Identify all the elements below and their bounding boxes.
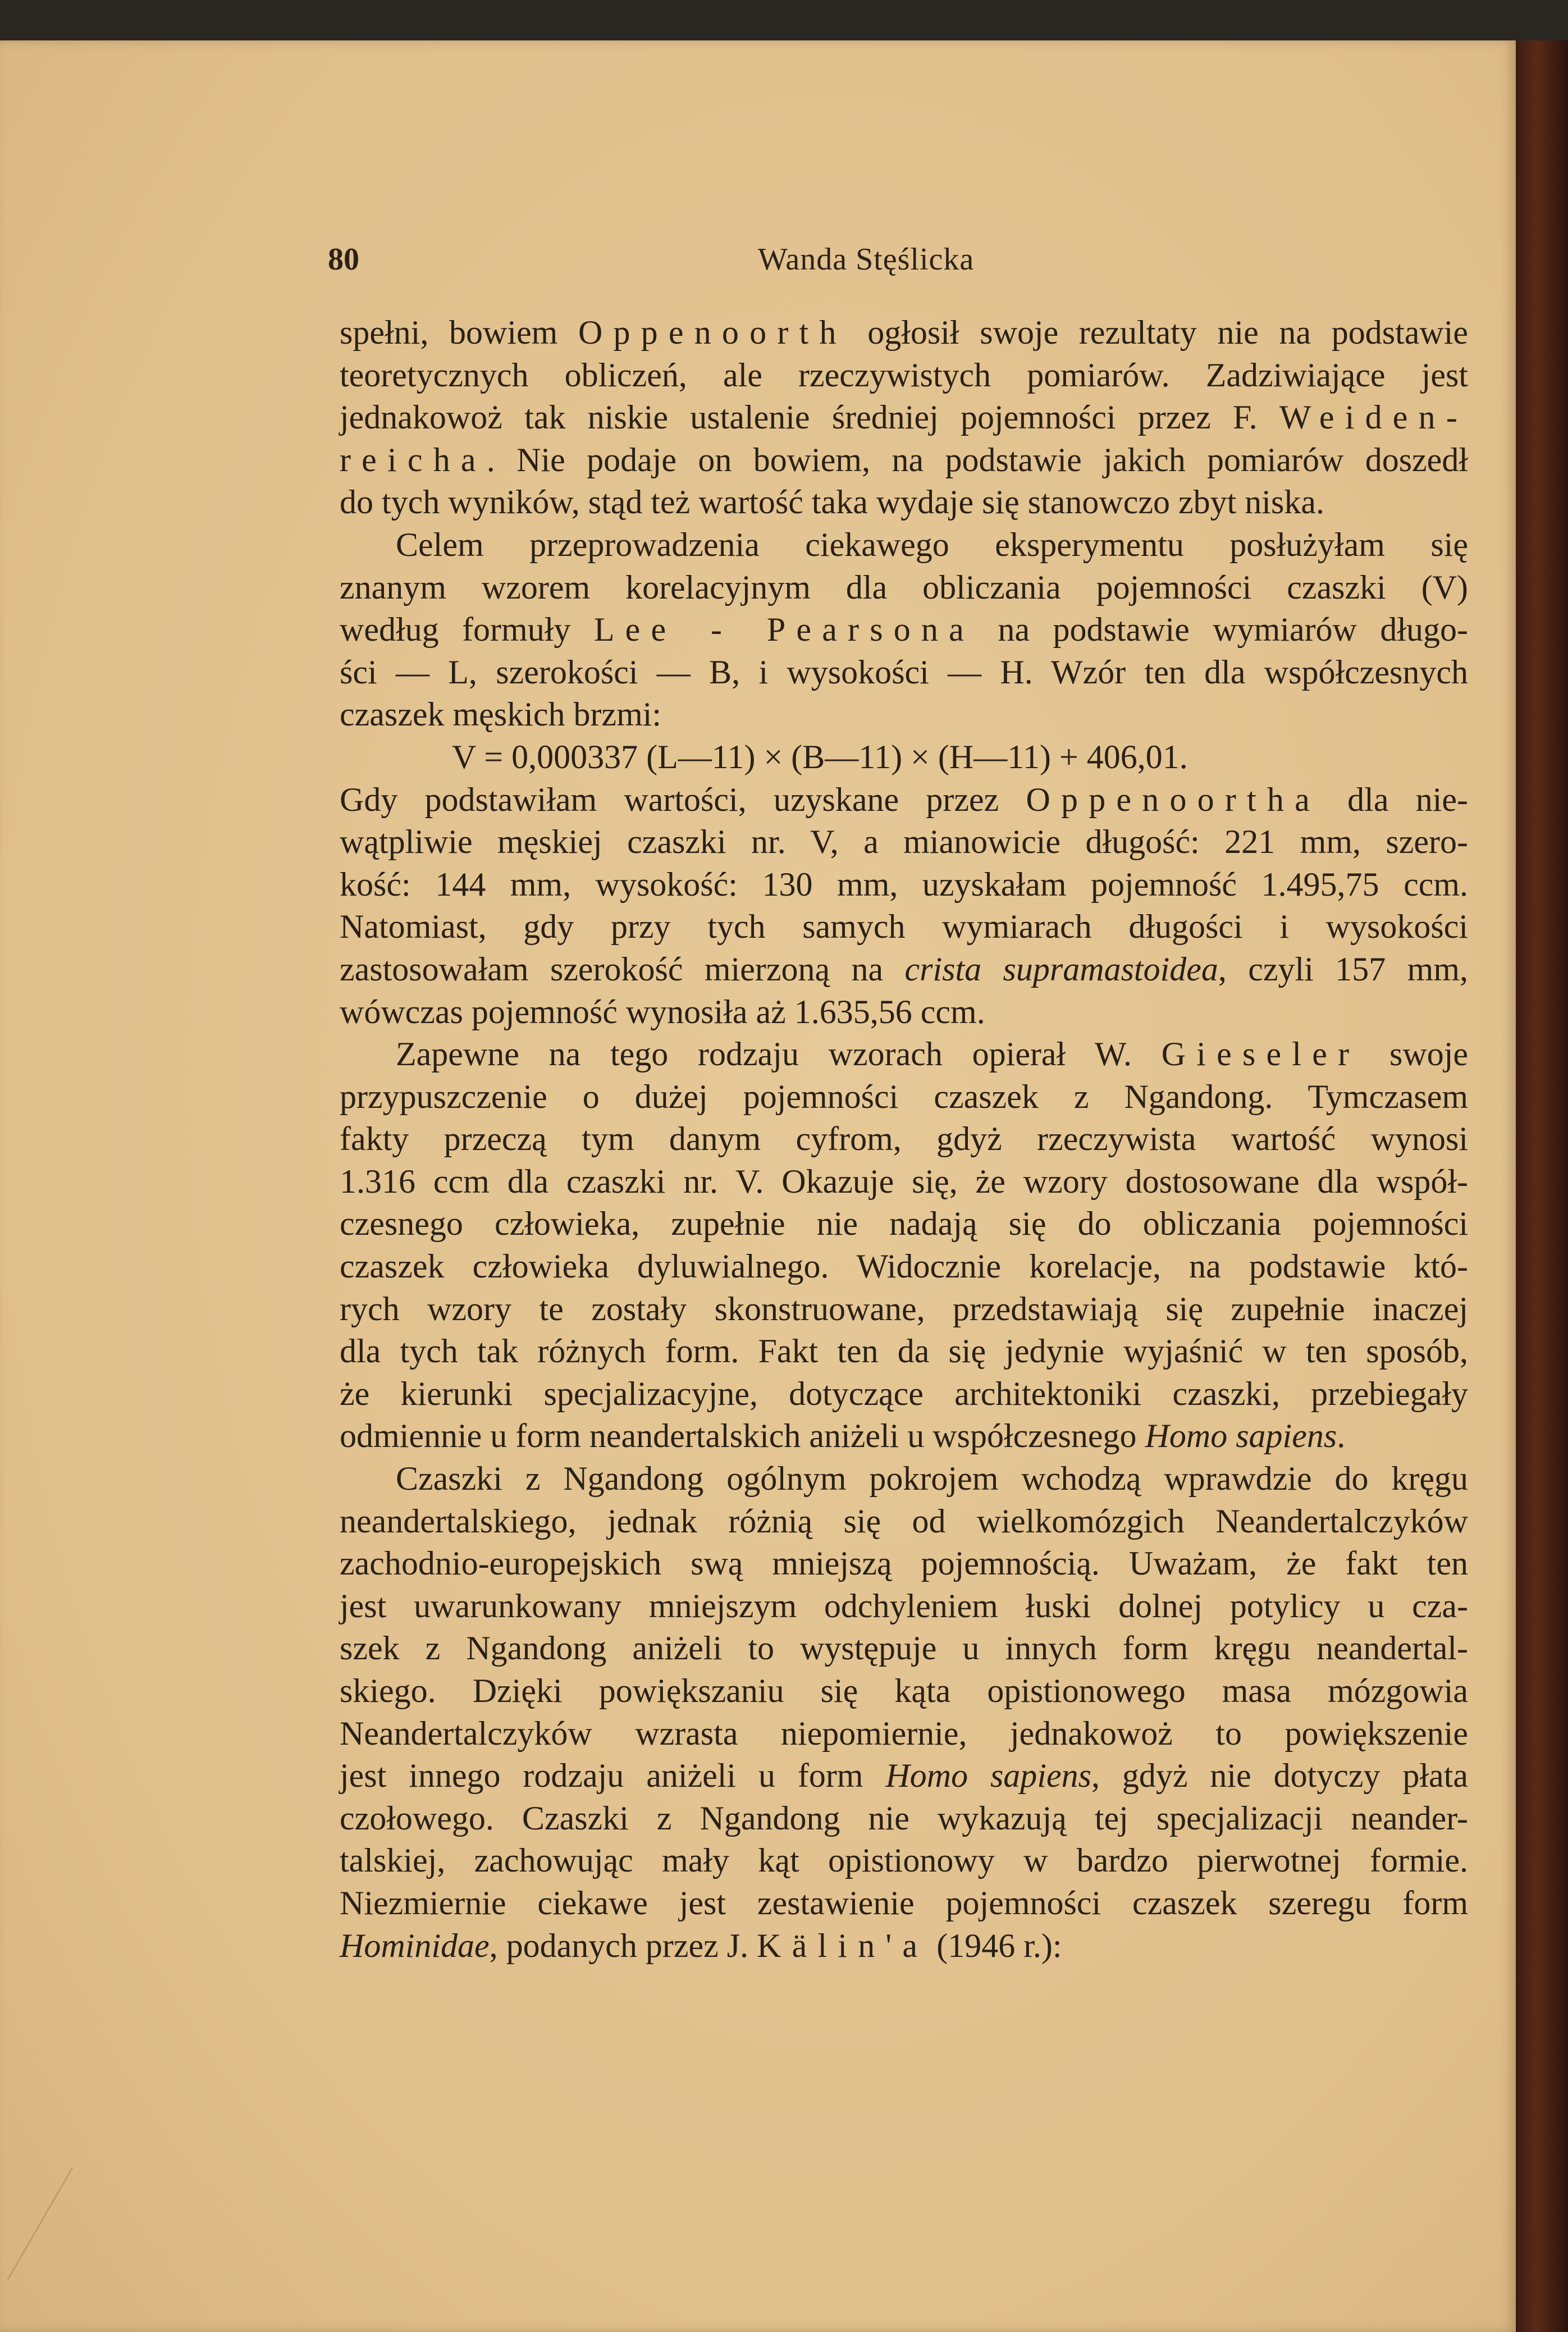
text-line xyxy=(340,1245,1468,1288)
spaced-name: Kälin'a xyxy=(757,1927,929,1964)
text-run: , podanych przez J. xyxy=(489,1927,757,1964)
text-line xyxy=(340,1543,1468,1585)
text-run: Niezmiernie ciekawe jest zestawienie pojemności czaszek szeregu form xyxy=(340,1884,1468,1922)
text-run: neandertalskiego, jednak różnią się od wielkomózgich Neandertalczyków xyxy=(340,1502,1468,1540)
text-run: (1946 r.): xyxy=(928,1927,1062,1964)
text-line xyxy=(340,1288,1468,1331)
text-run: że kierunki specjalizacyjne, dotyczące architektoniki czaszki, przebiegały xyxy=(340,1375,1468,1412)
text-run: wówczas pojemność wynosiła aż 1.635,56 ccm. xyxy=(340,993,985,1030)
text-run: Gdy podstawiłam wartości, uzyskane przez xyxy=(340,781,1026,818)
text-run: kość: 144 mm, wysokość: 130 mm, uzyskałam pojemność 1.495,75 ccm. xyxy=(340,865,1468,903)
body-text xyxy=(340,312,1468,1967)
text-line xyxy=(340,1458,1468,1500)
text-run: czaszek człowieka dyluwialnego. Widocznie korelacje, na podstawie któ- xyxy=(340,1248,1468,1285)
text-run: ogłosił swoje rezultaty nie na podstawie xyxy=(847,314,1468,351)
text-line xyxy=(340,948,1468,991)
text-run: Czaszki z Ngandong ogólnym pokrojem wchodzą wprawdzie do kręgu xyxy=(396,1460,1468,1498)
text-run: dla tych tak różnych form. Fakt ten da się jedynie wyjaśnić w ten sposób, xyxy=(340,1332,1468,1370)
text-run: swoje xyxy=(1360,1035,1468,1073)
italic-term: Hominidae xyxy=(340,1927,490,1964)
text-line xyxy=(340,1373,1468,1416)
text-run: skiego. Dzięki powiększaniu się kąta opistionowego masa mózgowia xyxy=(340,1672,1468,1709)
text-run: odmiennie u form neandertalskich aniżeli u współczesnego xyxy=(340,1417,1145,1455)
book-edge xyxy=(1516,40,1568,2332)
spaced-name: Lee - Pearsona xyxy=(593,611,975,649)
spaced-name: Oppenoortha xyxy=(1026,781,1320,818)
text-run: . Nie podaje on bowiem, na podstawie jakich pomiarów doszedł xyxy=(486,441,1468,478)
spaced-name: Weiden- xyxy=(1279,399,1468,436)
text-run: dla nie- xyxy=(1320,781,1468,818)
text-run: do tych wyników, stąd też wartość taka wydaje się stanowczo zbyt niska. xyxy=(340,483,1324,521)
text-run: jednakowoż tak niskie ustalenie średniej pojemności przez F. xyxy=(340,399,1279,436)
text-line xyxy=(340,1330,1468,1373)
text-run: zastosowałam szerokość mierzoną na xyxy=(340,950,905,988)
text-line xyxy=(340,1076,1468,1119)
italic-term: crista supramastoidea xyxy=(904,950,1218,988)
text-line xyxy=(340,906,1468,948)
text-run: talskiej, zachowując mały kąt opistionowy w bardzo pierwotnej formie. xyxy=(340,1842,1468,1879)
text-line xyxy=(340,1627,1468,1670)
text-line xyxy=(340,1033,1468,1076)
text-line xyxy=(340,821,1468,864)
text-line xyxy=(340,312,1468,354)
text-run: jest uwarunkowany mniejszym odchyleniem łuski dolnej potylicy u cza- xyxy=(340,1587,1468,1624)
text-run: Neandertalczyków wzrasta niepomiernie, jednakowoż to powiększenie xyxy=(340,1714,1468,1752)
page-header xyxy=(0,241,1516,286)
text-line xyxy=(340,991,1468,1034)
text-line xyxy=(340,693,1468,736)
text-run: , gdyż nie dotyczy płata xyxy=(1091,1757,1468,1795)
spaced-name: Oppenoorth xyxy=(578,314,847,351)
text-line xyxy=(340,354,1468,397)
text-line xyxy=(340,1925,1468,1968)
text-run: czaszek męskich brzmi: xyxy=(340,696,662,733)
text-run: znanym wzorem korelacyjnym dla obliczania pojemności czaszki (V) xyxy=(340,568,1468,606)
text-run: 1.316 ccm dla czaszki nr. V. Okazuje się, że wzory dostosowane dla współ- xyxy=(340,1162,1468,1200)
text-run: szek z Ngandong aniżeli to występuje u innych form kręgu neandertal- xyxy=(340,1630,1468,1667)
spaced-name: Gieseler xyxy=(1161,1035,1360,1073)
text-line xyxy=(340,1840,1468,1882)
text-run: teoretycznych obliczeń, ale rzeczywistych pomiarów. Zadziwiające jest xyxy=(340,356,1468,394)
text-run: wątpliwie męskiej czaszki nr. V, a mianowicie długość: 221 mm, szero- xyxy=(340,823,1468,861)
text-line xyxy=(340,1203,1468,1245)
text-run: na podstawie wymiarów długo- xyxy=(975,611,1468,649)
text-run: jest innego rodzaju aniżeli u form xyxy=(340,1757,886,1795)
text-run: Natomiast, gdy przy tych samych wymiarach długości i wysokości xyxy=(340,908,1468,946)
text-run: czołowego. Czaszki z Ngandong nie wykazują tej specjalizacji neander- xyxy=(340,1799,1468,1837)
text-line xyxy=(340,779,1468,822)
text-run: fakty przeczą tym danym cyfrom, gdyż rzeczywista wartość wynosi xyxy=(340,1120,1468,1158)
text-run: czesnego człowieka, zupełnie nie nadają się do obliczania pojemności xyxy=(340,1205,1468,1243)
text-line xyxy=(340,1415,1468,1458)
text-run: Celem przeprowadzenia ciekawego eksperymentu posłużyłam się xyxy=(396,526,1468,563)
text-line xyxy=(340,1500,1468,1543)
text-line xyxy=(340,1797,1468,1840)
text-line xyxy=(340,1670,1468,1713)
text-run: V = 0,000337 (L—11) × (B—11) × (H—11) + 406,01. xyxy=(452,738,1188,775)
text-run: spełni, bowiem xyxy=(340,314,578,351)
text-run: , czyli 157 mm, xyxy=(1218,950,1468,988)
text-run: rych wzory te zostały skonstruowane, przedstawiają się zupełnie inaczej xyxy=(340,1290,1468,1327)
text-line xyxy=(340,1755,1468,1797)
text-line xyxy=(340,651,1468,694)
text-line xyxy=(340,1713,1468,1755)
text-line xyxy=(340,439,1468,482)
text-run: . xyxy=(1337,1417,1346,1455)
text-line xyxy=(340,1118,1468,1161)
spaced-name: reicha xyxy=(340,441,487,478)
page-number: 80 xyxy=(328,242,359,277)
italic-term: Homo sapiens xyxy=(1145,1417,1337,1455)
text-run: przypuszczenie o dużej pojemności czaszek z Ngandong. Tymczasem xyxy=(340,1078,1468,1115)
text-line xyxy=(340,1882,1468,1925)
text-line xyxy=(340,1585,1468,1628)
text-run: ści — L, szerokości — B, i wysokości — H. Wzór ten dla współczesnych xyxy=(340,653,1468,691)
text-run: według formuły xyxy=(340,611,594,649)
text-line xyxy=(340,609,1468,651)
text-line xyxy=(340,396,1468,439)
text-line xyxy=(340,864,1468,906)
text-line xyxy=(340,481,1468,524)
text-run: Zapewne na tego rodzaju wzorach opierał W. xyxy=(396,1035,1162,1073)
text-line xyxy=(340,1161,1468,1203)
text-line xyxy=(340,524,1468,567)
text-run: zachodnio-europejskich swą mniejszą pojemnością. Uważam, że fakt ten xyxy=(340,1545,1468,1582)
running-title: Wanda Stęślicka xyxy=(758,242,975,277)
formula-line xyxy=(340,736,1468,779)
italic-term: Homo sapiens xyxy=(885,1757,1091,1795)
text-line xyxy=(340,567,1468,609)
